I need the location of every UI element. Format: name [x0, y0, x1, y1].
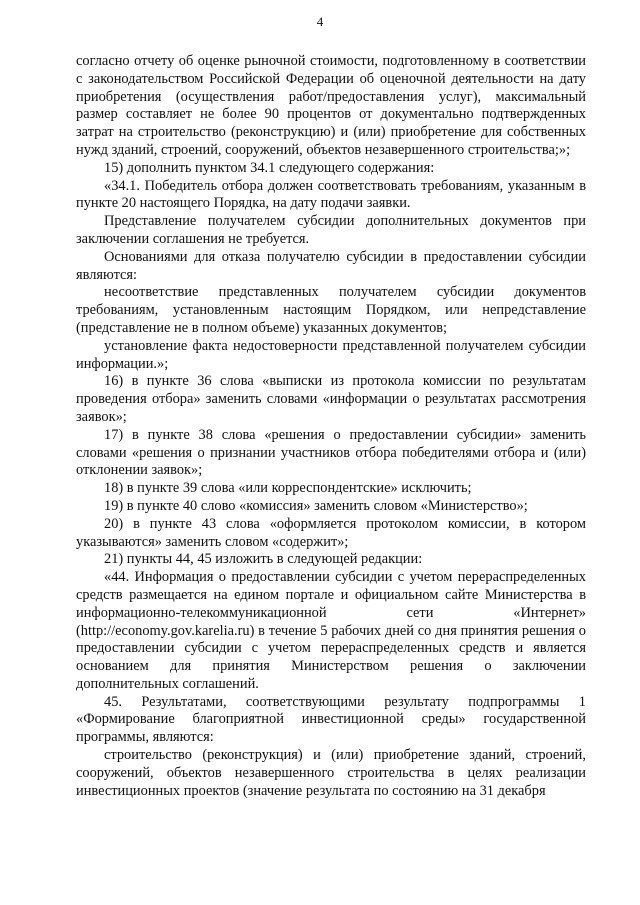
- paragraph-item-17: 17) в пункте 38 слова «решения о предоставлении субсидии» заменить словами «решения о признании участников отбора победителями отбора и (или) отклонении заявок»;: [76, 426, 586, 479]
- paragraph-item-20: 20) в пункте 43 слова «оформляется протоколом комиссии, в котором указываются» заменить словом «содержит»;: [76, 515, 586, 550]
- paragraph-44: «44. Информация о предоставлении субсидии с учетом перераспределенных средств размещается на едином портале и официальном сайте Министерства в информационно-телекоммуникационной сети «Интернет» (http://economy.gov.karelia.ru) в течение 5 рабочих дней со дня принятия решения о предоставлении субсидии с учетом перераспределенных средств и является основанием для принятия Министерством решения о заключении дополнительных соглашений.: [76, 569, 586, 692]
- paragraph-construction: строительство (реконструкция) и (или) приобретение зданий, строений, сооружений, объектов незавершенного строительства в целях реализации инвестиционных проектов (значение результата по состоянию на 31 декабря: [76, 747, 586, 799]
- paragraph-item-16: 16) в пункте 36 слова «выписки из протокола комиссии по результатам проведения отбора» заменить словами «информации о результатах рассмотрения заявок»;: [76, 373, 586, 425]
- paragraph-no-documents: Представление получателем субсидии дополнительных документов при заключении соглашения не требуется.: [76, 213, 586, 247]
- paragraph-continuation: согласно отчету об оценке рыночной стоимости, подготовленному в соответствии с законодательством Российской Федерации об оценочной деятельности на дату приобретения (осуществления работ/предоставления услуг), максимальный размер составляет не более 90 процентов от документально подтвержденных затрат на строительство (реконструкцию) и (или) приобретение для собственных нужд зданий, строений, сооружений, объектов незавершенного строительства;»;: [76, 53, 586, 158]
- paragraph-inaccuracy: установление факта недостоверности представленной получателем субсидии информации.»;: [76, 337, 586, 372]
- paragraph-item-18: 18) в пункте 39 слова «или корреспондентские» исключить;: [104, 480, 472, 497]
- page-number: 4: [316, 14, 324, 29]
- paragraph-refusal-grounds: Основаниями для отказа получателю субсидии в предоставлении субсидии являются:: [76, 248, 586, 283]
- paragraph-34-1: «34.1. Победитель отбора должен соответствовать требованиям, указанным в пункте 20 настоящего Порядка, на дату подачи заявки.: [76, 177, 586, 212]
- paragraph-45: 45. Результатами, соответствующими результату подпрограммы 1 «Формирование благоприятной инвестиционной среды» государственной программы, являются:: [76, 693, 586, 746]
- document-body: [76, 53, 586, 800]
- paragraph-nonconformity: несоответствие представленных получателем субсидии документов требованиям, установленным настоящим Порядком, или непредставление (представление не в полном объеме) указанных документов;: [76, 284, 586, 336]
- paragraph-item-21: 21) пункты 44, 45 изложить в следующей редакции:: [104, 551, 423, 568]
- paragraph-item-15: 15) дополнить пунктом 34.1 следующего содержания:: [104, 159, 435, 176]
- paragraph-item-19: 19) в пункте 40 слово «комиссия» заменить словом «Министерство»;: [104, 497, 528, 514]
